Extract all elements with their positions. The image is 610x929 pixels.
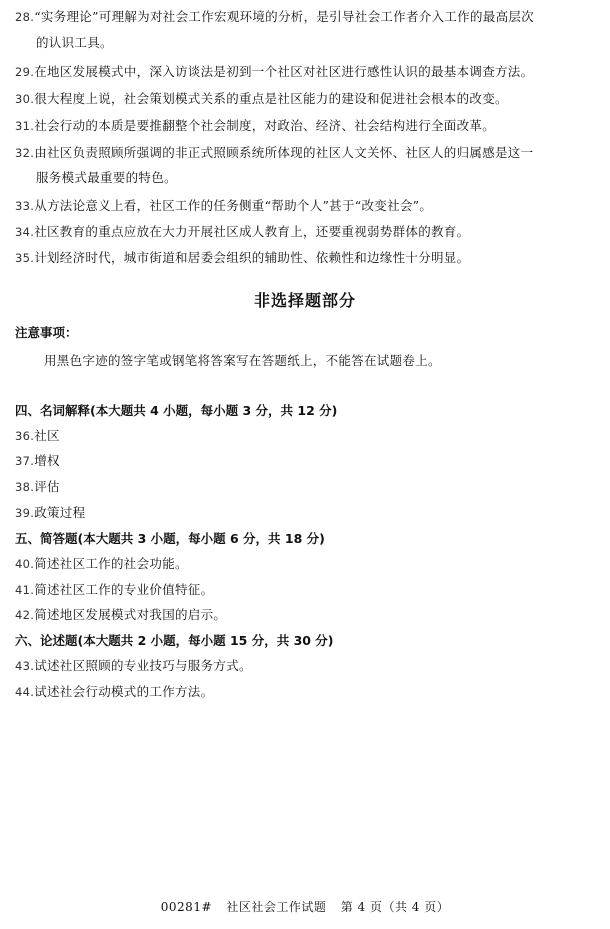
question-number: 29. (15, 65, 35, 79)
question-33 (15, 193, 600, 219)
question-number: 40. (15, 557, 35, 571)
question-text: 由社区负责照顾所强调的非正式照顾系统所体现的社区人文关怀、社区人的归属感是这一 (34, 145, 534, 160)
question-44 (15, 679, 600, 705)
question-29 (15, 59, 600, 85)
question-text: 简述社区工作的社会功能。 (34, 556, 188, 571)
question-text: 服务模式最重要的特色。 (36, 170, 177, 185)
section-title: 非选择题部分 (253, 291, 356, 310)
question-39 (15, 500, 600, 526)
question-number: 37. (15, 454, 35, 468)
question-36 (15, 423, 600, 449)
question-text: “实务理论”可理解为对社会工作宏观环境的分析，是引导社会工作者介入工作的最高层次 (34, 9, 534, 24)
question-42 (15, 602, 600, 628)
footer-code: 00281# (160, 900, 213, 914)
question-text: 政策过程 (34, 505, 86, 520)
question-number: 33. (15, 199, 35, 213)
question-38 (15, 474, 600, 500)
question-40 (15, 551, 600, 577)
question-number: 43. (15, 659, 35, 673)
question-number: 34. (15, 225, 35, 239)
question-number: 32. (15, 146, 35, 160)
part5-heading: 五、简答题(本大题共 3 小题，每小题 6 分，共 18 分) (15, 531, 325, 546)
question-text: 社会行动的本质是要推翻整个社会制度，对政治、经济、社会结构进行全面改革。 (34, 118, 496, 133)
question-text: 试述社会行动模式的工作方法。 (34, 684, 214, 699)
question-text: 评估 (34, 479, 60, 494)
question-30 (15, 86, 600, 112)
question-number: 28. (15, 10, 35, 24)
question-number: 39. (15, 506, 35, 520)
question-28 (15, 4, 600, 30)
question-text: 在地区发展模式中，深入访谈法是初到一个社区对社区进行感性认识的最基本调查方法。 (34, 64, 534, 79)
notice-title: 注意事项： (15, 325, 78, 340)
footer-page-number: 第 4 页（共 4 页） (340, 900, 450, 914)
notice-body: 用黑色字迹的签字笔或钢笔将答案写在答题纸上，不能答在试题卷上。 (44, 353, 441, 368)
question-text: 从方法论意义上看，社区工作的任务侧重“帮助个人”甚于“改变社会”。 (34, 198, 433, 213)
question-34 (15, 219, 600, 245)
question-text: 的认识工具。 (36, 35, 113, 50)
question-43 (15, 653, 600, 679)
question-37 (15, 448, 600, 474)
question-41 (15, 577, 600, 603)
part6-heading: 六、论述题(本大题共 2 小题，每小题 15 分，共 30 分) (15, 633, 334, 648)
question-text: 很大程度上说，社会策划模式关系的重点是社区能力的建设和促进社会根本的改变。 (34, 91, 508, 106)
question-number: 38. (15, 480, 35, 494)
question-text: 社区教育的重点应放在大力开展社区成人教育上，还要重视弱势群体的教育。 (34, 224, 470, 239)
page-footer (0, 898, 610, 915)
question-number: 35. (15, 251, 35, 265)
question-number: 30. (15, 92, 35, 106)
question-number: 44. (15, 685, 35, 699)
question-text: 社区 (34, 428, 60, 443)
question-text: 简述地区发展模式对我国的启示。 (34, 607, 227, 622)
question-text: 增权 (34, 453, 60, 468)
part4-heading: 四、名词解释(本大题共 4 小题，每小题 3 分，共 12 分) (15, 403, 338, 418)
question-number: 42. (15, 608, 35, 622)
question-32-continued (15, 165, 610, 191)
question-text: 试述社区照顾的专业技巧与服务方式。 (34, 658, 252, 673)
question-28-continued (15, 30, 610, 56)
question-31 (15, 113, 600, 139)
question-number: 36. (15, 429, 35, 443)
question-35 (15, 245, 600, 271)
question-32 (15, 140, 600, 166)
question-number: 41. (15, 583, 35, 597)
question-text: 计划经济时代，城市街道和居委会组织的辅助性、依赖性和边缘性十分明显。 (34, 250, 470, 265)
question-text: 简述社区工作的专业价值特征。 (34, 582, 214, 597)
footer-title: 社区社会工作试题 (226, 900, 327, 914)
question-number: 31. (15, 119, 35, 133)
